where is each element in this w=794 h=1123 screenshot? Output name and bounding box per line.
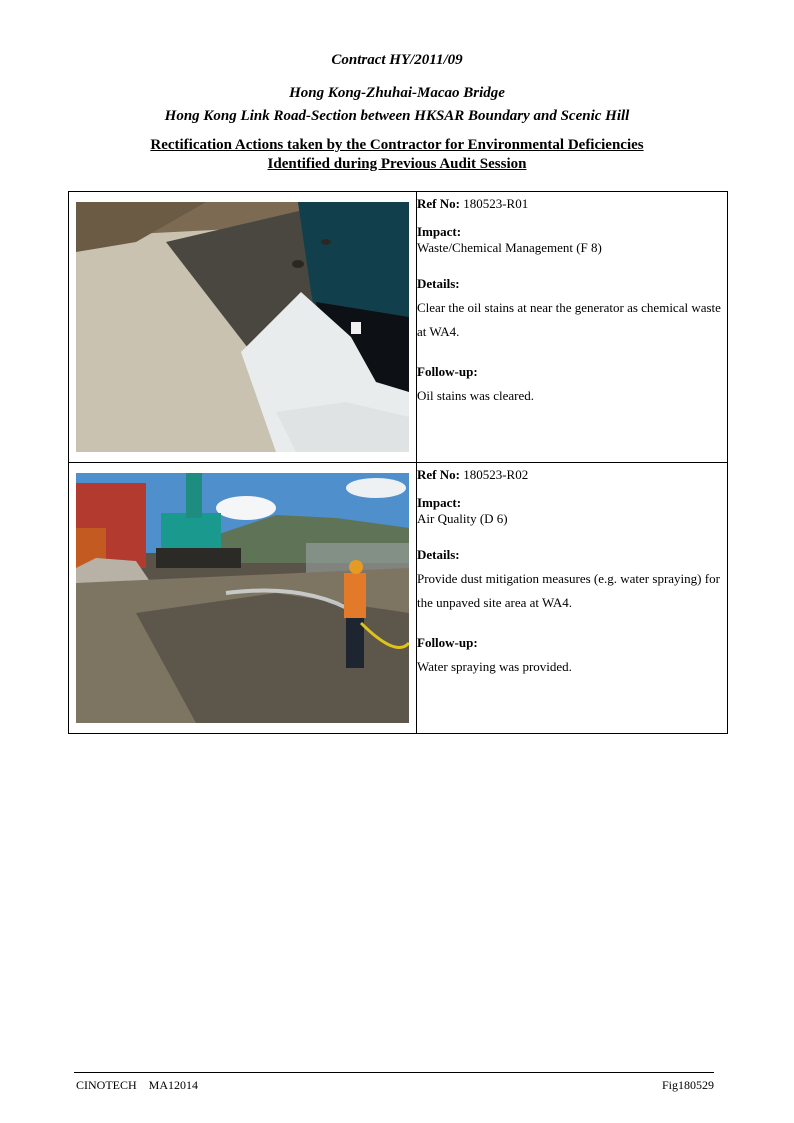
followup-label: Follow-up: — [417, 635, 478, 650]
ref-label: Ref No: — [417, 467, 460, 482]
table-row — [69, 463, 728, 734]
document-title-continued: Identified during Previous Audit Session — [267, 156, 527, 172]
footer-rule — [74, 1072, 714, 1073]
footer-company: CINOTECH MA12014 — [76, 1078, 198, 1092]
impact-label: Impact: — [417, 224, 462, 239]
impact-value: Air Quality (D 6) — [417, 511, 508, 526]
record-details-cell — [417, 463, 728, 734]
impact-value: Waste/Chemical Management (F 8) — [417, 240, 602, 255]
project-section: Hong Kong Link Road-Section between HKSAR Boundary and Scenic Hill — [164, 108, 630, 124]
footer-figure-number: Fig180529 — [661, 1078, 714, 1092]
ref-label: Ref No: — [417, 196, 460, 211]
impact-label: Impact: — [417, 495, 462, 510]
project-name: Hong Kong-Zhuhai-Macao Bridge — [289, 85, 505, 101]
photo-water-spraying — [76, 473, 409, 723]
followup-value: Water spraying was provided. — [417, 659, 572, 674]
details-value: Provide dust mitigation measures (e.g. water spraying) for the unpaved site area at WA4. — [417, 571, 720, 610]
details-value: Clear the oil stains at near the generator as chemical waste at WA4. — [417, 300, 721, 339]
contract-number: Contract HY/2011/09 — [331, 52, 463, 68]
record-details-cell — [417, 192, 728, 463]
table-row — [69, 192, 728, 463]
details-label: Details: — [417, 276, 460, 291]
document-title: Rectification Actions taken by the Contractor for Environmental Deficiencies — [150, 137, 644, 153]
photo-cell — [69, 192, 417, 463]
rectification-table — [68, 191, 728, 734]
photo-cell — [69, 463, 417, 734]
followup-label: Follow-up: — [417, 364, 478, 379]
followup-value: Oil stains was cleared. — [417, 388, 534, 403]
details-label: Details: — [417, 547, 460, 562]
ref-number: 180523-R01 — [463, 196, 529, 211]
photo-oil-stain-cleared — [76, 202, 409, 452]
ref-number: 180523-R02 — [463, 467, 529, 482]
